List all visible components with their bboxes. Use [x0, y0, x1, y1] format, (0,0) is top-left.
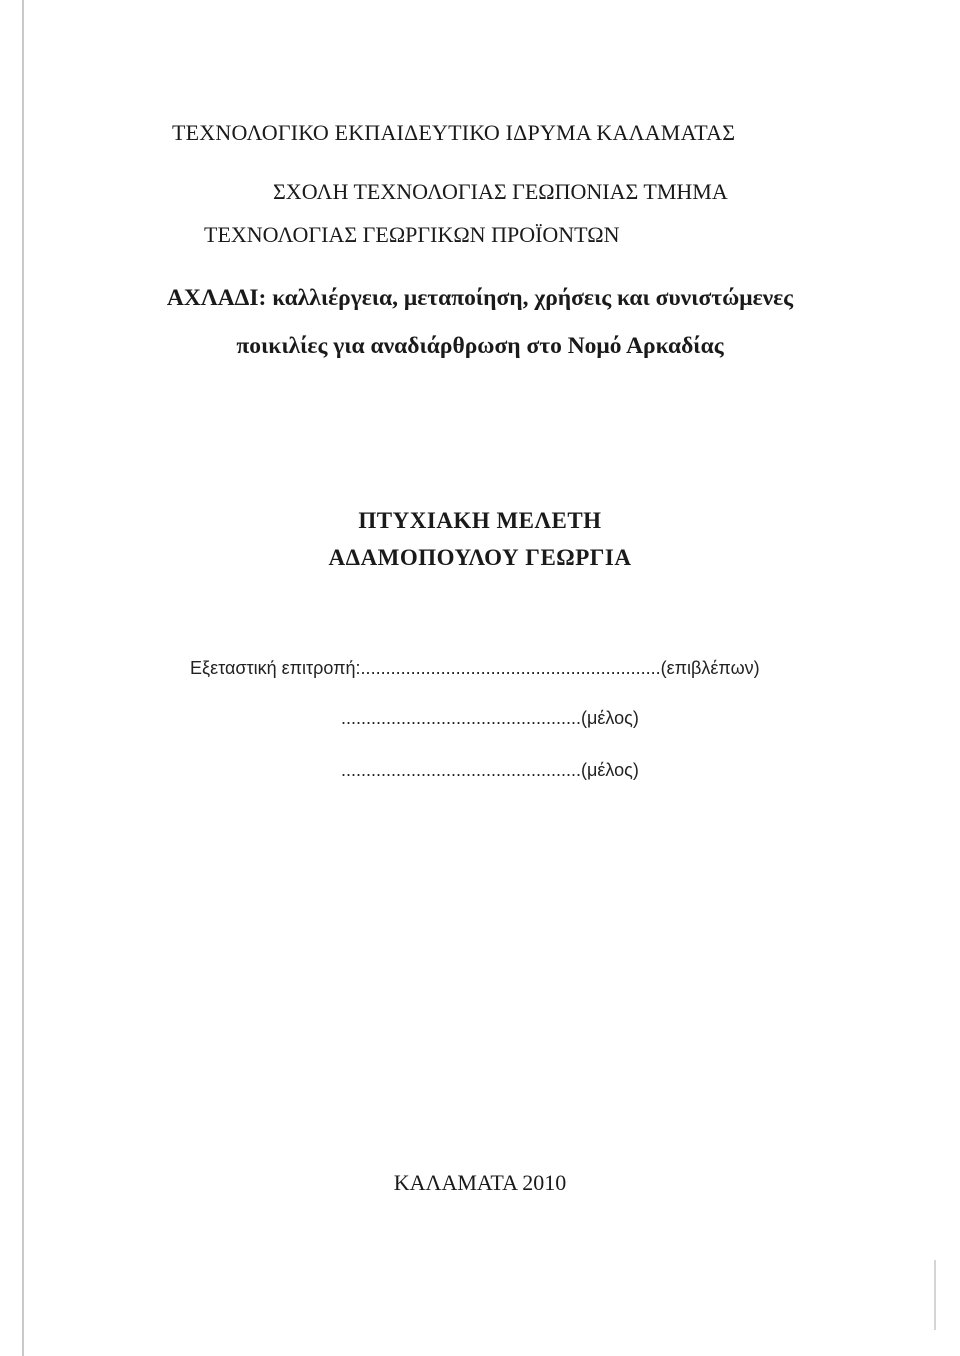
place-year: ΚΑΛΑΜΑΤΑ 2010	[393, 1170, 567, 1195]
scan-edge-right	[934, 1260, 936, 1330]
committee-member-1: ................................................(μέλος)	[341, 708, 639, 728]
thesis-title-line-1: ΑΧΛΑΔΙ: καλλιέργεια, μεταποίηση, χρήσεις και συνιστώμενες	[166, 285, 794, 311]
thesis-author: ΑΔΑΜΟΠΟΥΛΟΥ ΓΕΩΡΓΙΑ	[328, 545, 632, 570]
institution-name: ΤΕΧΝΟΛΟΓΙΚΟ ΕΚΠΑΙΔΕΥΤΙΚΟ ΙΔΡΥΜΑ ΚΑΛΑΜΑΤΑΣ	[172, 120, 736, 145]
school-line-2: ΤΕΧΝΟΛΟΓΙΑΣ ΓΕΩΡΓΙΚΩΝ ΠΡΟΪΟΝΤΩΝ	[204, 222, 620, 247]
committee-member-2: ................................................(μέλος)	[341, 760, 639, 780]
thesis-type: ΠΤΥΧΙΑΚΗ ΜΕΛΕΤΗ	[358, 508, 602, 533]
committee-supervisor: Εξεταστική επιτροπή:............................................................(επιβλέπων)	[190, 658, 760, 678]
scan-edge-left	[22, 0, 24, 1356]
school-line-1: ΣΧΟΛΗ ΤΕΧΝΟΛΟΓΙΑΣ ΓΕΩΠΟΝΙΑΣ ΤΜΗΜΑ	[273, 179, 728, 204]
thesis-title-line-2: ποικιλίες για αναδιάρθρωση στο Νομό Αρκαδίας	[236, 333, 724, 359]
